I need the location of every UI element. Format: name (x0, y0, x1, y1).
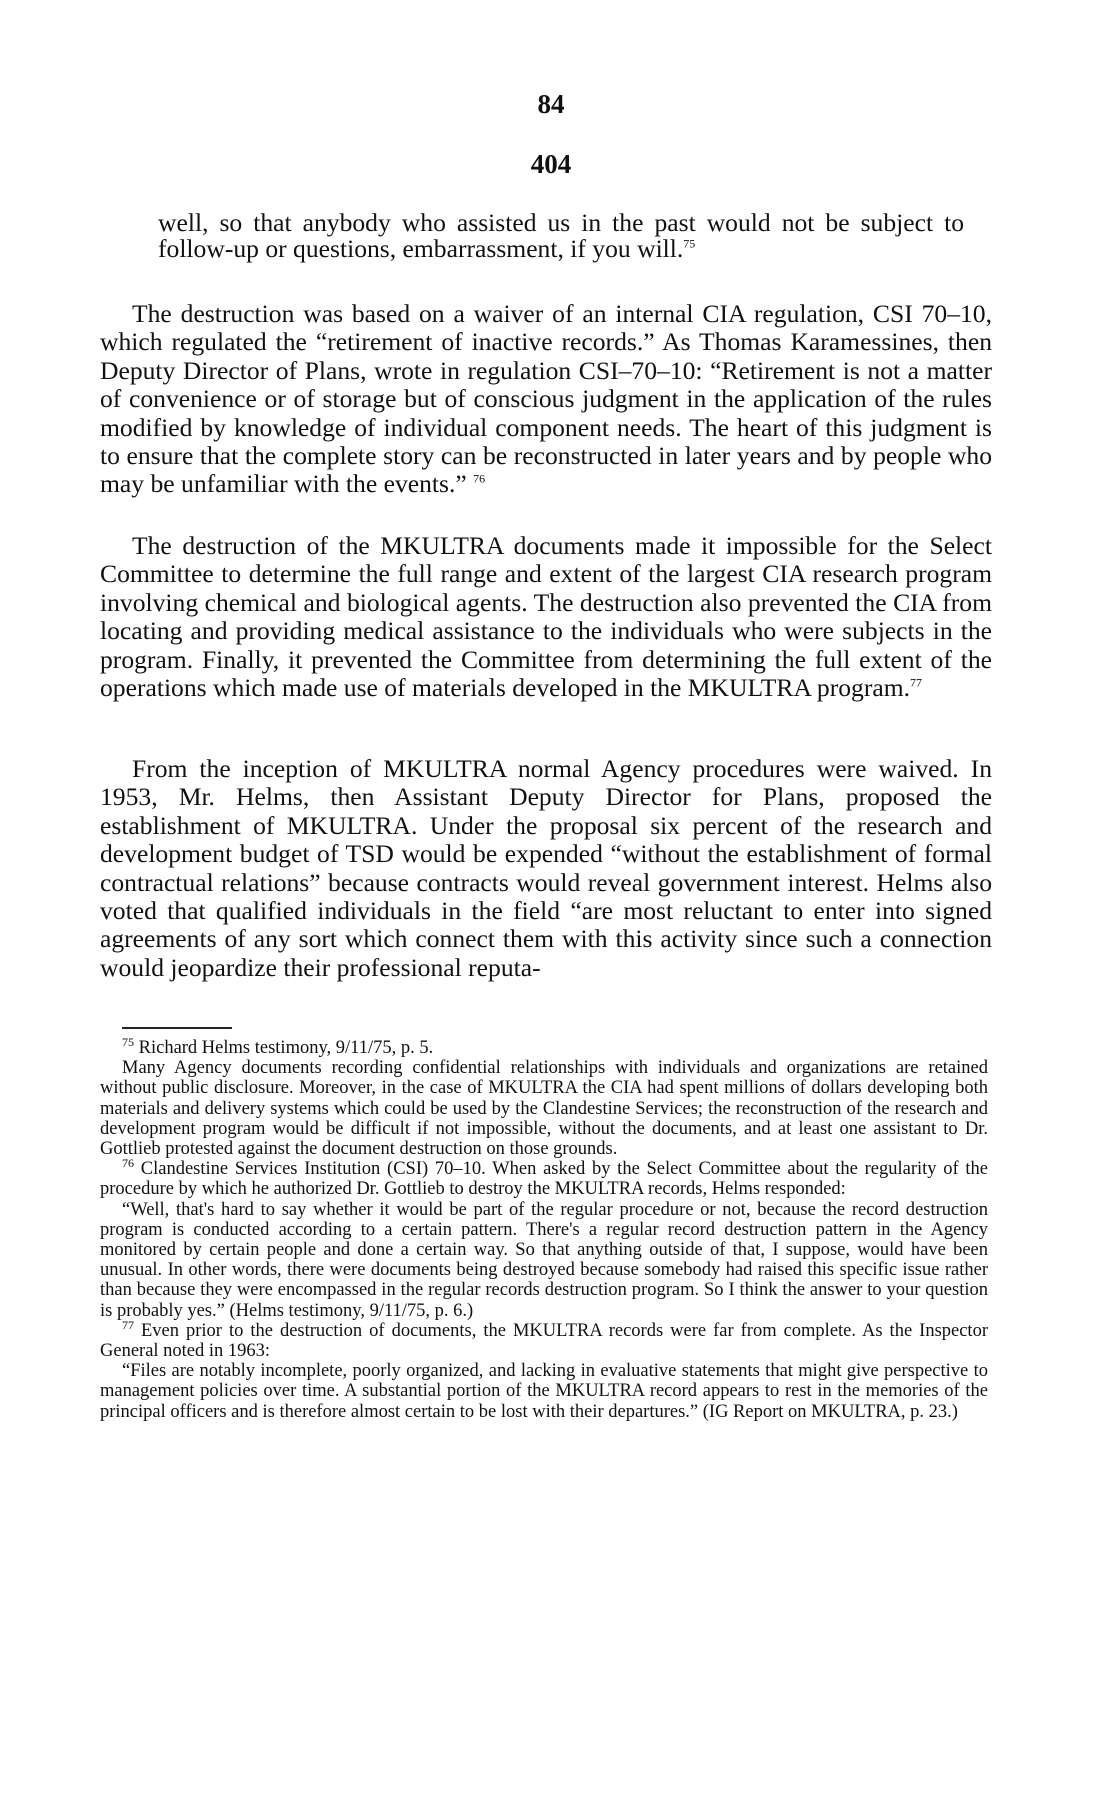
footnote-divider (122, 1027, 232, 1029)
footnote-marker: 76 (122, 1156, 134, 1171)
paragraph-text: The destruction of the MKULTRA documents made it impossible for the Select Committee to determine the full range and extent of the largest CIA research program involving chemical and biological agents. The destruction also prevented the CIA from locating and providing medical assistance to the individuals who were subjects in the program. Finally, it prevented the Committee from determining the full extent of the operations which made use of materials developed in the MKULTRA program. (100, 531, 992, 703)
footnote-ref-75: 75 (683, 236, 696, 251)
footnote-marker: 75 (122, 1034, 134, 1049)
footnote-text: Even prior to the destruction of documents, the MKULTRA records were far from complete. As the Inspector General noted in 1963: (100, 1320, 988, 1362)
block-quote (158, 210, 964, 262)
footnote-marker: 77 (122, 1317, 134, 1332)
footnote-76-quote: “Well, that's hard to say whether it would be part of the regular procedure or not, because the record destruction program is conducted according to a certain pattern. There's a regular record destruction pattern in the Agency monitored by certain people and done a certain way. So that anything outside of that, I suppose, would have been unusual. In other words, there were documents being destroyed because somebody had raised this specific issue rather than because they were encompassed in the regular records destruction program. So I think the answer to your question is probably yes.” (Helms testimony, 9/11/75, p. 6.) (100, 1199, 988, 1321)
page-number-top: 84 (537, 89, 565, 119)
block-quote-text: well, so that anybody who assisted us in the past would not be subject to follow-up or questions, embarrassment, if you will. (158, 208, 964, 263)
footnote-75-continued: Many Agency documents recording confidential relationships with individuals and organizations are retained without public disclosure. Moreover, in the case of MKULTRA the CIA had spent millions of dollars developing both materials and delivery systems which could be used by the Clandestine Services; the reconstruction of the research and development program would be difficult if not impossible, without the documents, and at least one assistant to Dr. Gottlieb protested against the document destruction on those grounds. (100, 1058, 988, 1160)
footnote-76 (100, 1156, 988, 1200)
footnote-text: Clandestine Services Institution (CSI) 70–10. When asked by the Select Committee about the regularity of the procedure by which he authorized Dr. Gottlieb to destroy the MKULTRA records, Helms responded: (100, 1159, 988, 1200)
footnote-75 (100, 1034, 988, 1058)
footnote-77 (100, 1317, 988, 1362)
footnotes (100, 1034, 988, 1422)
paragraph-mkultra-inception (100, 755, 992, 982)
paragraph-text: The destruction was based on a waiver of an internal CIA regulation, CSI 70–10, which regulated the “retirement of inactive records.” As Thomas Karamessines, then Deputy Director of Plans, wrote in regulation CSI–70–10: “Retirement is not a matter of convenience or of storage but of conscious judgment in the application of the rules modified by knowledge of individual component needs. The heart of this judgment is to ensure that the complete story can be reconstructed in later years and by people who may be unfamiliar with the events.” (100, 299, 992, 499)
paragraph-retirement-regulation (100, 300, 992, 499)
paragraph-destruction-impact (100, 532, 992, 702)
paragraph-text: From the inception of MKULTRA normal Agency procedures were waived. In 1953, Mr. Helms, then Assistant Deputy Director for Plans, proposed the establishment of MKULTRA. Under the proposal six percent of the research and development budget of TSD would be expended “without the establishment of formal contractual relations” because contracts would reveal government interest. Helms also voted that qualified individuals in the field “are most reluctant to enter into signed agreements of any sort which connect them with this activity since such a connection would jeopardize their professional reputa- (100, 754, 992, 982)
footnote-77-quote: “Files are notably incomplete, poorly organized, and lacking in evaluative statements that might give perspective to management policies over time. A substantial portion of the MKULTRA record appears to rest in the memories of the principal officers and is therefore almost certain to be lost with their departures.” (IG Report on MKULTRA, p. 23.) (100, 1361, 988, 1422)
page-number-second: 404 (530, 149, 572, 179)
footnote-ref-77: 77 (910, 675, 923, 690)
footnote-ref-76: 76 (473, 471, 486, 486)
footnote-text: Richard Helms testimony, 9/11/75, p. 5. (138, 1038, 434, 1058)
